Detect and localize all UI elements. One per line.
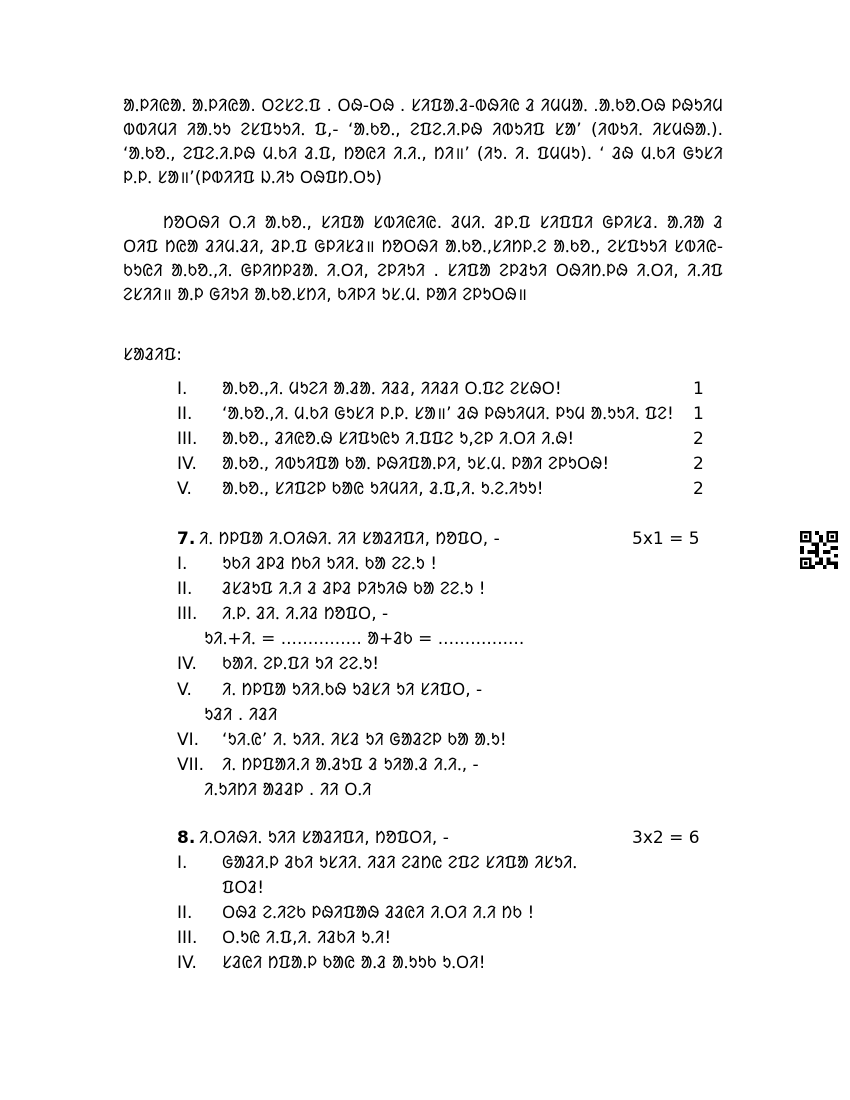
item-mark: 2 — [693, 454, 704, 474]
question-item — [0, 926, 850, 950]
question-item — [0, 901, 850, 925]
item-number: V. — [177, 680, 192, 700]
question-item — [0, 552, 850, 576]
item-number: IV. — [177, 953, 197, 973]
question-item — [0, 728, 850, 752]
item-number: II. — [177, 404, 193, 424]
word-line — [0, 703, 850, 727]
item-number: I. — [177, 853, 188, 873]
item-number: I. — [177, 554, 188, 574]
item-number: III. — [177, 928, 198, 948]
item-text: ᱤᱹᱞᱹ ᱲᱤᱹ ᱤᱹᱤᱲ ᱴᱚᱯᱛ, - — [222, 604, 389, 624]
item-text: ‘ᱩᱤᱹᱭ’ ᱤᱹ ᱩᱤᱤᱹ ᱤᱥᱲ ᱩᱤ ᱜᱟᱲᱮᱞ ᱠᱟ ᱟᱹᱩ! — [222, 730, 507, 750]
question-item — [0, 427, 850, 451]
question-marks: 3x2 = 6 — [632, 828, 700, 848]
questions-heading: ᱥᱟᱲᱤᱯ: — [123, 345, 183, 365]
question-item — [0, 477, 850, 501]
item-text: ᱟᱹᱠᱚᱹ, ᱥᱤᱯᱮᱞ ᱠᱟᱭ ᱩᱤᱢᱤᱤ, ᱲᱹᱯ,ᱤᱹ ᱩᱹᱮᱹᱤᱩᱩ! — [222, 479, 544, 499]
question-marks: 5x1 = 5 — [632, 529, 700, 549]
question-item — [0, 377, 850, 401]
item-text: ᱟᱹᱠᱚᱹ, ᱤᱵᱩᱤᱯᱟ ᱠᱟᱹ ᱞᱷᱤᱯᱟᱹᱞᱤ, ᱩᱥᱹᱢᱹ ᱞᱟᱤ ᱮᱞᱩᱛᱷ! — [222, 454, 610, 474]
item-text: ᱩᱠᱤ ᱲᱞᱲ ᱴᱠᱤ ᱩᱤᱤᱹ ᱠᱟ ᱮᱮᱹᱩ ! — [222, 554, 438, 574]
question-7-header — [0, 527, 850, 551]
question-text: ᱤᱹᱛᱤᱷᱤᱹ ᱩᱤᱤ ᱥᱟᱲᱤᱯᱤ, ᱴᱚᱯᱛᱤ, - — [199, 828, 449, 848]
item-number: IV. — [177, 654, 197, 674]
question-item — [0, 678, 850, 702]
item-text: ᱛᱹᱩᱭ ᱤᱹᱯ,ᱤᱹ ᱤᱲᱠᱤ ᱩᱹᱤ! — [222, 928, 392, 948]
item-number: IV. — [177, 454, 197, 474]
item-text: ᱟᱹᱠᱚᱹ, ᱲᱤᱭᱚᱹᱷ ᱥᱤᱯᱩᱭᱩ ᱤᱹᱯᱯᱮ ᱩ,ᱮᱞ ᱤᱹᱛᱤ ᱤᱹᱷ! — [222, 429, 575, 449]
question-item — [0, 753, 850, 777]
question-item — [0, 402, 850, 426]
question-number: 8. — [177, 828, 196, 848]
continuation-text: ᱤᱹᱩᱤᱴᱤ ᱟᱲᱲᱞ . ᱤᱤ ᱛᱹᱤ — [204, 780, 372, 800]
question-item — [0, 577, 850, 601]
item-text: ᱥᱲᱭᱤ ᱴᱯᱟᱹᱞ ᱠᱟᱭ ᱟᱹᱲ ᱟᱹᱩᱩᱠ ᱩᱹᱛᱤ! — [222, 953, 486, 973]
question-item — [0, 602, 850, 626]
item-text: ᱜᱟᱲᱤᱹᱞ ᱲᱠᱤ ᱩᱥᱤᱤᱹ ᱤᱲᱤ ᱮᱲᱴᱭ ᱮᱯᱮ ᱥᱤᱯᱟ ᱤᱥᱩᱤᱹ — [222, 853, 578, 873]
continuation-line — [0, 876, 850, 900]
item-mark: 2 — [693, 429, 704, 449]
qr-code — [799, 531, 839, 569]
fill-in-text: ᱩᱤᱹ+ᱤᱹ = ............... ᱟ+ᱲᱠ = ................ — [204, 629, 525, 649]
item-number: II. — [177, 579, 193, 599]
item-text: ᱛᱷᱲ ᱮᱹᱤᱮᱠ ᱞᱷᱤᱯᱟᱷ ᱲᱲᱭᱤ ᱤᱹᱛᱤ ᱤᱹᱤ ᱴᱠ ! — [222, 903, 535, 923]
question-item — [0, 951, 850, 975]
paragraph-2: ᱴᱚᱛᱷᱤ ᱛᱹᱤ ᱟᱹᱠᱚᱹ, ᱥᱤᱯᱟ ᱥᱵᱤᱭᱤᱭ. ᱲᱢᱤᱹ ᱲᱞᱹᱯ ᱥᱤᱯᱯᱤ ᱜᱞᱤᱥᱲ. ᱟᱹᱤᱟ ᱲ ᱛᱤᱯ ᱴᱭᱟ ᱲᱤᱢᱹᱲᱤ, ᱲᱞᱹᱯ ᱜᱞᱤᱥᱲ॥ ᱴᱚᱛᱷᱤ ᱟᱹᱠᱚᱹ,ᱥᱤᱴᱞᱹᱮ ᱟᱹᱠᱚᱹ, ᱮᱥᱯᱩᱩᱤ ᱥᱵᱤᱭ-ᱠᱩᱭᱤ ᱟᱹᱠᱚᱹ,ᱤᱹ ᱜᱞᱤᱴᱞᱲᱟᱹ ᱤᱹᱛᱤ, ᱮᱞᱤᱩᱤ . ᱥᱤᱯᱟ ᱮᱞᱲᱩᱤ ᱛᱷᱤᱴᱹᱞᱷ ᱤᱹᱛᱤ, ᱤᱹᱤᱯ ᱮᱥᱤᱤ॥ ᱟᱹᱞ ᱜᱤᱩᱤ ᱟᱹᱠᱚᱹᱥᱴᱤ, ᱠᱤᱞᱤ ᱩᱥᱹᱢᱹ ᱞᱟᱤ ᱮᱞᱩᱛᱷ॥ — [123, 213, 723, 305]
item-text: ᱤᱹ ᱴᱞᱯᱟ ᱩᱤᱤᱹᱠᱷ ᱩᱲᱥᱤ ᱩᱤ ᱥᱤᱯᱛ, - — [222, 680, 483, 700]
item-number: II. — [177, 903, 193, 923]
item-number: III. — [177, 429, 198, 449]
item-mark: 2 — [693, 479, 704, 499]
item-mark: 1 — [693, 404, 704, 424]
item-mark: 1 — [693, 379, 704, 399]
question-text: ᱤᱹ ᱴᱞᱯᱟ ᱤᱹᱛᱤᱷᱤᱹ ᱤᱤ ᱥᱟᱲᱤᱯᱤ, ᱴᱚᱯᱛ, - — [199, 529, 500, 549]
item-text: ᱤᱹ ᱴᱞᱯᱟᱤᱹᱤ ᱟᱹᱲᱩᱯ ᱲ ᱩᱤᱟᱹᱲ ᱤᱹᱤᱹ, - — [222, 755, 479, 775]
item-text: ‘ᱟᱹᱠᱚᱹ,ᱤᱹ ᱢᱹᱠᱤ ᱜᱩᱥᱤ ᱞᱹᱞᱹ ᱥᱟ॥’ ᱲᱷ ᱞᱷᱩᱤᱢᱤᱹ ᱞᱩᱢ ᱟᱹᱩᱩᱤᱹ ᱯᱮ! — [222, 404, 674, 424]
item-text: ᱲᱥᱲᱩᱯ ᱤᱹᱤ ᱲ ᱲᱞᱲ ᱞᱤᱩᱤᱷ ᱠᱟ ᱮᱮᱹᱩ ! — [222, 579, 486, 599]
question-item — [0, 851, 850, 875]
continuation-line — [0, 778, 850, 802]
continuation-text: ᱯᱛᱲ! — [222, 878, 265, 898]
question-8-header — [0, 826, 850, 850]
item-number: III. — [177, 604, 198, 624]
question-item — [0, 452, 850, 476]
item-text: ᱠᱟᱤᱹ ᱮᱞᱹᱯᱤ ᱩᱤ ᱮᱮᱹᱩ! — [222, 654, 380, 674]
item-number: I. — [177, 379, 188, 399]
question-number: 7. — [177, 529, 196, 549]
paragraph-1: ᱟᱹᱞᱤᱭᱟᱹ ᱟᱹᱞᱤᱭᱟ. ᱛᱮᱥᱮᱹᱯ . ᱛᱷ-ᱛᱷ . ᱥᱤᱯᱟᱹᱲ-ᱵᱷᱤᱭ ᱲ ᱤᱢᱢᱟᱹ .ᱟᱹᱠᱚᱹᱛᱷ ᱞᱷᱩᱤᱢ ᱵᱵᱤᱢᱤ ᱤᱟᱹᱩᱩ ᱮᱥᱯᱩᱩᱤᱹ ᱯ,- ‘ᱟᱹᱠᱚᱹ, ᱮᱯᱮᱹᱤᱹᱞᱷ ᱤᱵᱩᱤᱯ ᱥᱟ’ (ᱤᱵᱩᱤᱹ ᱤᱥᱢᱷᱟᱹ). ‘ᱟᱹᱠᱚᱹ, ᱮᱯᱮᱹᱤᱹᱞᱷ ᱢᱹᱠᱤ ᱲᱹᱯ, ᱴᱚᱭᱤ ᱤᱹᱤᱹ, ᱴᱤ॥’ (ᱤᱩ. ᱤ. ᱯᱢᱢᱩ). ‘ ᱲᱷ ᱢᱹᱠᱤ ᱜᱩᱥᱤ ᱞᱹᱞᱹ ᱥᱟ॥’(ᱞᱵᱤᱤᱯ ᱡᱹᱤᱩ ᱛᱷᱯᱴᱹᱛᱩ) — [123, 96, 723, 188]
word-text: ᱩᱲᱤ . ᱤᱲᱤ — [204, 705, 278, 725]
item-number: VII. — [177, 755, 205, 775]
item-number: VI. — [177, 730, 200, 750]
item-text: ᱟᱹᱠᱚᱹ,ᱤᱹ ᱢᱩᱮᱤ ᱟᱹᱲᱟᱹ ᱤᱲᱲ, ᱤᱤᱲᱤ ᱛᱹᱯᱮ ᱮᱥᱷᱛ! — [222, 379, 562, 399]
item-number: V. — [177, 479, 192, 499]
fill-in-line — [0, 627, 850, 651]
question-item — [0, 652, 850, 676]
